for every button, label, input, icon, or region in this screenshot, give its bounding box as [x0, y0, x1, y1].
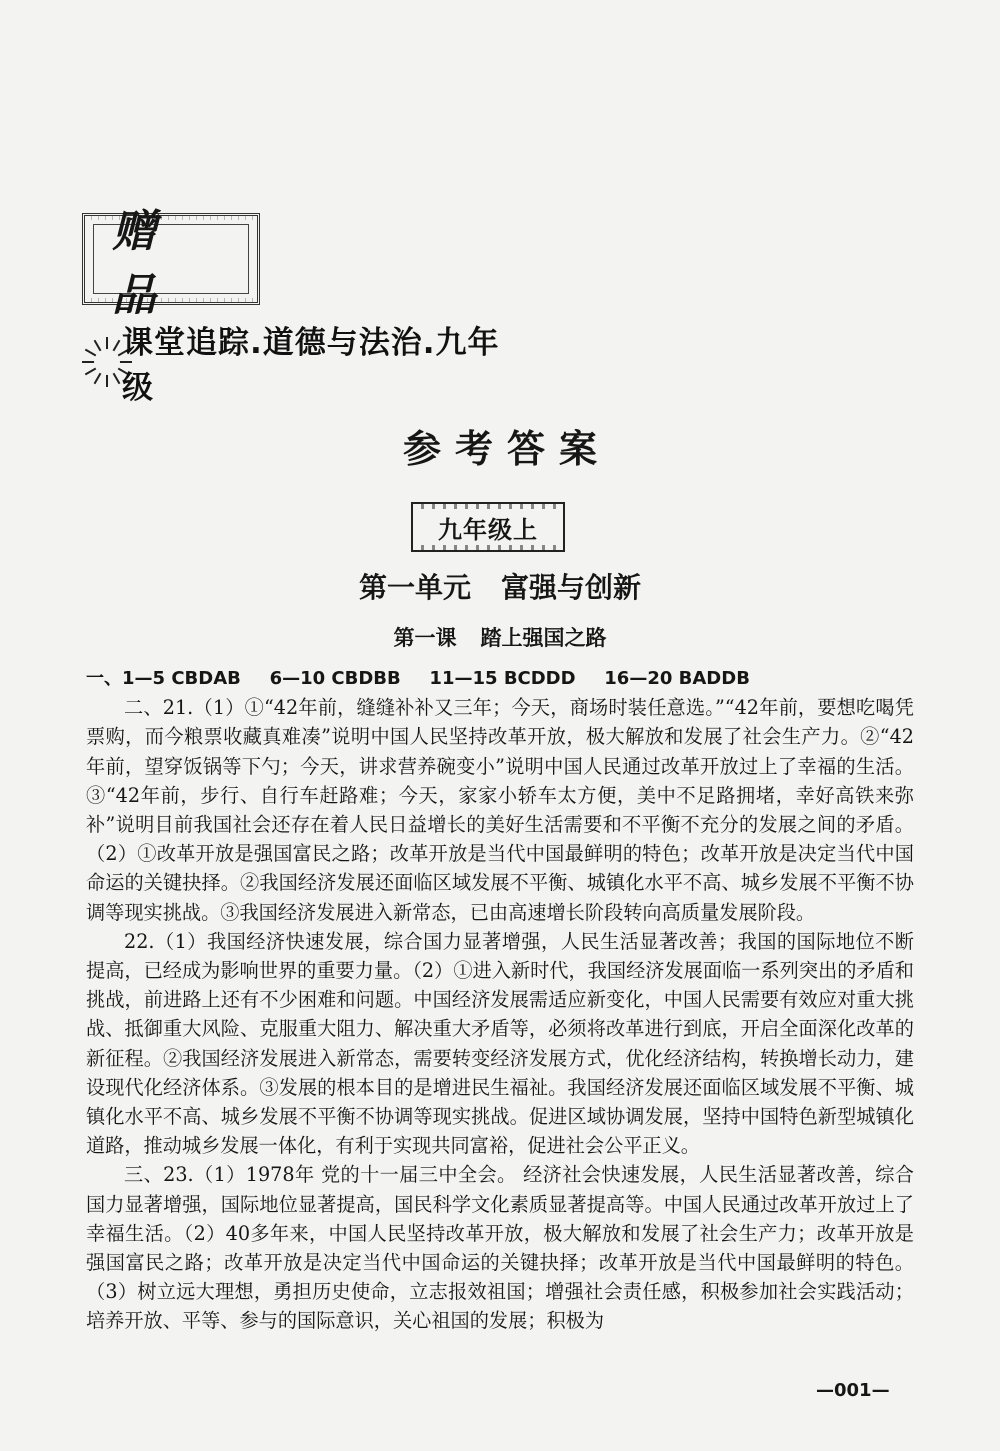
grade-label-box [411, 502, 565, 552]
mc-range: 6—10 [269, 668, 326, 689]
mc-group [604, 668, 750, 689]
mc-answers: CBDBB [331, 668, 401, 689]
mc-range: 一、1—5 [86, 668, 166, 689]
lesson-title [0, 622, 1000, 652]
mc-range: 16—20 [604, 668, 673, 689]
multiple-choice-answers [86, 663, 914, 693]
answer-paragraph-23: 三、23.（1）1978年 党的十一届三中全会。 经济社会快速发展，人民生活显著改善，综合国力显著增强，国际地位显著提高，国民科学文化素质显著提高等。中国人民通过改革开放过上了幸福生活。（2）40多年来，中国人民坚持改革开放，极大解放和发展了社会生产力；改革开放是强国富民之路；改革开放是决定当代中国命运的关键抉择；改革开放是当代中国最鲜明的特色。（3）树立远大理想，勇担历史使命，立志报效祖国；增强社会责任感，积极参加社会实践活动；培养开放、平等、参与的国际意识，关心祖国的发展；积极为 [86, 1163, 914, 1333]
page-title: 参考答案 [402, 426, 611, 471]
lesson-number: 第一课 [393, 626, 457, 650]
mc-group [429, 668, 575, 689]
answer-paragraph-22: 22.（1）我国经济快速发展，综合国力显著增强，人民生活显著改善；我国的国际地位不断提高，已经成为影响世界的重要力量。（2）①进入新时代，我国经济发展面临一系列突出的矛盾和挑战，前进路上还有不少困难和问题。中国经济发展需适应新变化，中国人民需要有效应对重大挑战、抵御重大风险、克服重大阻力、解决重大矛盾等，必须将改革进行到底，开启全面深化改革的新征程。②我国经济发展进入新常态，需要转变经济发展方式，优化经济结构，转换增长动力，建设现代化经济体系。③发展的根本目的是增进民生福祉。我国经济发展还面临区域发展不平衡、城镇化水平不高、城乡发展不平衡不协调等现实挑战。促进区域协调发展，坚持中国特色新型城镇化道路，推动城乡发展一体化，有利于实现共同富裕，促进社会公平正义。 [86, 929, 914, 1158]
unit-name: 富强与创新 [501, 571, 642, 604]
grade-label: 九年级上 [438, 515, 538, 544]
series-header [80, 325, 510, 406]
mc-group [86, 668, 241, 689]
gift-label-box [82, 206, 260, 321]
mc-group [270, 668, 401, 689]
lesson-name: 踏上强国之路 [480, 626, 607, 650]
gift-label: 赠 品 [112, 206, 178, 321]
unit-number: 第一单元 [358, 571, 471, 604]
series-title: 课堂追踪.道德与法治.九年级 [122, 325, 500, 406]
mc-answers: BCDDD [503, 668, 576, 689]
page-number: —001— [816, 1380, 890, 1401]
gift-label-inner [93, 206, 249, 321]
mc-range: 11—15 [429, 668, 498, 689]
answer-paragraph-21: 二、21.（1）①“42年前，缝缝补补又三年；今天，商场时装任意选。”“42年前，要想吃喝凭票购，而今粮票收藏真难凑”说明中国人民坚持改革开放，极大解放和发展了社会生产力。②“42年前，望穿饭锅等下勺；今天，讲求营养碗变小”说明中国人民通过改革开放过上了幸福的生活。③“42年前，步行、自行车赶路难；今天，家家小轿车太方便，美中不足路拥堵，幸好高铁来弥补”说明目前我国社会还存在着人民日益增长的美好生活需要和不平衡不充分的发展之间的矛盾。（2）①改革开放是强国富民之路；改革开放是当代中国最鲜明的特色；改革开放是决定当代中国命运的关键抉择。②我国经济发展还面临区域发展不平衡、城镇化水平不高、城乡发展不平衡不协调等现实挑战。③我国经济发展进入新常态，已由高速增长阶段转向高质量发展阶段。 [86, 696, 914, 924]
mc-answers: BADDB [678, 668, 750, 689]
mc-answers: CBDAB [171, 668, 241, 689]
unit-title [0, 566, 1000, 606]
answer-body [86, 663, 914, 1336]
